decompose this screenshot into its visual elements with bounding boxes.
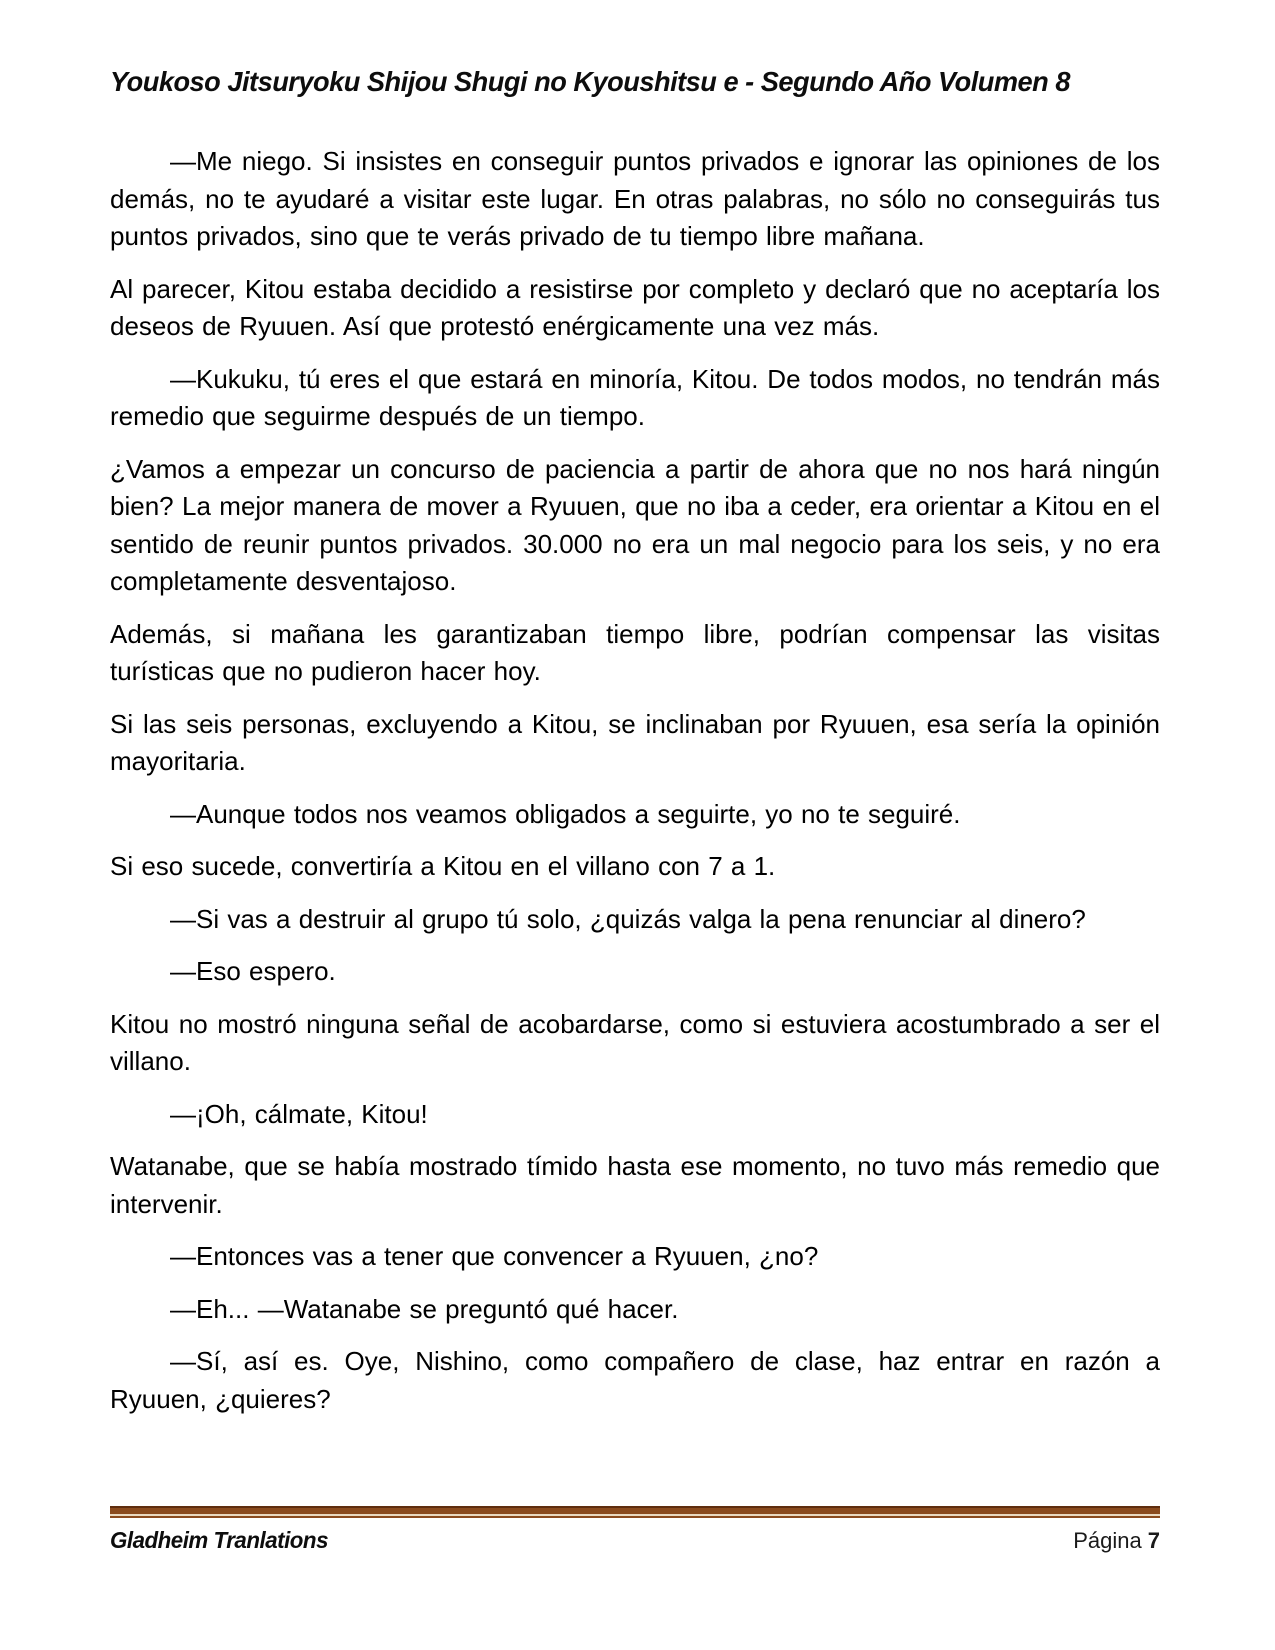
paragraph: Al parecer, Kitou estaba decidido a resistirse por completo y declaró que no aceptaría los deseos de Ryuuen. Así que protestó enérgicamente una vez más. [110,273,1160,341]
paragraph: Si las seis personas, excluyendo a Kitou, se inclinaban por Ryuuen, esa sería la opinión mayoritaria. [110,708,1160,776]
paragraph: —Entonces vas a tener que convencer a Ryuuen, ¿no? [170,1241,819,1271]
paragraph: —Sí, así es. Oye, Nishino, como compañero de clase, haz entrar en razón a Ryuuen, ¿quieres? [110,1346,1160,1414]
paragraph: —Kukuku, tú eres el que estará en minoría, Kitou. De todos modos, no tendrán más remedio que seguirme después de un tiempo. [110,363,1160,431]
translator-credit: Gladheim Tranlations [110,1527,329,1553]
page-number-label: Página [1073,1528,1142,1553]
paragraph: —Eso espero. [170,956,336,986]
page-number-value: 7 [1147,1528,1160,1553]
body-text [110,143,1160,1433]
paragraph: —Me niego. Si insistes en conseguir puntos privados e ignorar las opiniones de los demás, no te ayudaré a visitar este lugar. En otras palabras, no sólo no conseguirás tus puntos privados, sino que te verás privado de tu tiempo libre mañana. [110,146,1160,251]
paragraph: Si eso sucede, convertiría a Kitou en el villano con 7 a 1. [110,851,776,881]
page-footer [110,1527,1160,1554]
paragraph: —Si vas a destruir al grupo tú solo, ¿quizás valga la pena renunciar al dinero? [170,903,1086,934]
paragraph: Kitou no mostró ninguna señal de acobardarse, como si estuviera acostumbrado a ser el villano. [110,1008,1160,1076]
page-header [110,66,1160,98]
paragraph: —Aunque todos nos veamos obligados a seguirte, yo no te seguiré. [170,798,961,829]
footer-divider-rule [110,1506,1160,1518]
paragraph: —¡Oh, cálmate, Kitou! [170,1098,428,1129]
paragraph: Watanabe, que se había mostrado tímido hasta ese momento, no tuvo más remedio que intervenir. [110,1151,1160,1219]
page-header-title: Youkoso Jitsuryoku Shijou Shugi no Kyoushitsu e - Segundo Año Volumen 8 [110,66,1070,97]
page-number-container [1073,1528,1160,1554]
paragraph: Además, si mañana les garantizaban tiempo libre, podrían compensar las visitas turísticas que no pudieron hacer hoy. [110,618,1160,686]
paragraph: —Eh... —Watanabe se preguntó qué hacer. [170,1293,679,1324]
paragraph: ¿Vamos a empezar un concurso de paciencia a partir de ahora que no nos hará ningún bien? La mejor manera de mover a Ryuuen, que no iba a ceder, era orientar a Kitou en el sentido de reunir puntos privados. 30.000 no era un mal negocio para los seis, y no era completamente desventajoso. [110,453,1160,596]
